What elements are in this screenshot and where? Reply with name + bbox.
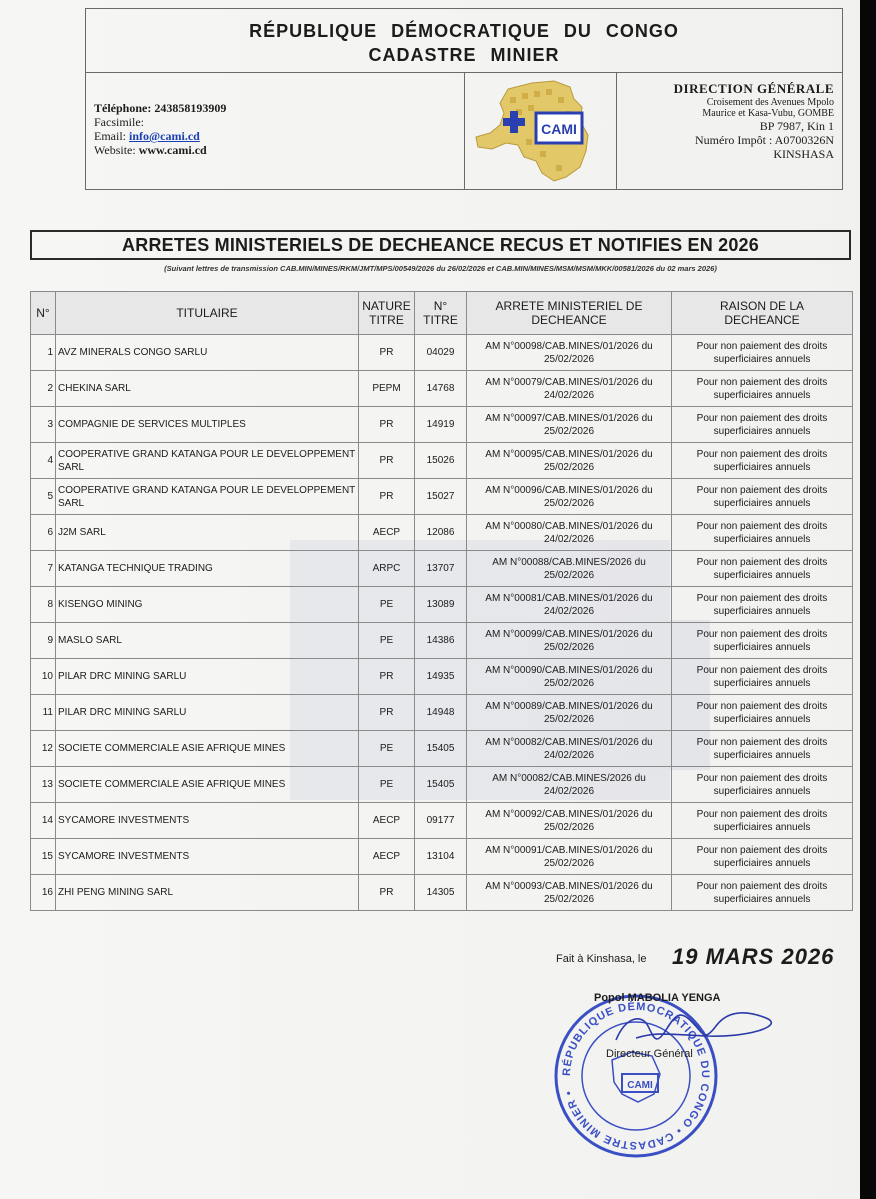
cell-text: AM N°00090/CAB.MINES/01/2026 du	[485, 664, 653, 676]
cell-text: AM N°00089/CAB.MINES/01/2026 du	[485, 700, 653, 712]
table-row	[31, 515, 853, 551]
cell-text: 25/02/2026	[543, 893, 595, 905]
po-box: BP 7987, Kin 1	[759, 119, 834, 133]
cell-text: PR	[379, 707, 394, 718]
divider	[616, 72, 617, 190]
city: KINSHASA	[773, 147, 834, 161]
col-header-ntitre	[415, 292, 467, 335]
document-title: ARRETES MINISTERIELS DE DECHEANCE RECUS ET NOTIFIES EN 2026	[30, 230, 851, 260]
country-name: RÉPUBLIQUE DÉMOCRATIQUE DU CONGO	[249, 21, 679, 41]
cell-text: superficiaires annuels	[713, 605, 811, 617]
cell-text: 3	[47, 419, 53, 430]
cell-text: 14768	[426, 383, 455, 394]
signer-name: Popol MABOLIA YENGA	[594, 992, 721, 1004]
cell-nature	[359, 479, 415, 515]
cell-text: superficiaires annuels	[713, 461, 811, 473]
cell-text: 25/02/2026	[543, 821, 595, 833]
cell-text: 15405	[426, 743, 455, 754]
cell-num	[31, 407, 56, 443]
cell-text: 24/02/2026	[543, 533, 595, 545]
cell-text: 2	[47, 383, 53, 394]
cell-text: Pour non paiement des droits	[696, 376, 828, 388]
cell-text: 5	[47, 491, 53, 502]
cell-text: 24/02/2026	[543, 389, 595, 401]
cell-text: 14	[41, 815, 53, 826]
cell-text: PR	[379, 419, 394, 430]
cell-titre	[415, 479, 467, 515]
cell-titulaire	[56, 803, 359, 839]
col-header-titulaire: TITULAIRE	[56, 292, 359, 335]
cell-nature	[359, 371, 415, 407]
cell-nature	[359, 551, 415, 587]
cell-text: Pour non paiement des droits	[696, 664, 828, 676]
cell-text: Pour non paiement des droits	[696, 628, 828, 640]
cell-titre	[415, 407, 467, 443]
cell-text: AM N°00095/CAB.MINES/01/2026 du	[485, 448, 653, 460]
cell-titulaire	[56, 767, 359, 803]
cell-text: AM N°00088/CAB.MINES/2026 du	[492, 556, 646, 568]
cell-raison	[672, 551, 853, 587]
cell-text: PILAR DRC MINING SARLU	[58, 707, 187, 718]
cell-num	[31, 551, 56, 587]
cell-arrete	[467, 587, 672, 623]
website-label: Website:	[94, 143, 136, 157]
cell-text: COMPAGNIE DE SERVICES MULTIPLES	[58, 419, 246, 430]
table-body	[31, 335, 853, 911]
cell-num	[31, 479, 56, 515]
cell-text: Pour non paiement des droits	[696, 556, 828, 568]
cell-raison	[672, 515, 853, 551]
cell-raison	[672, 443, 853, 479]
cell-text: 25/02/2026	[543, 497, 595, 509]
fax-label: Facsimile:	[94, 115, 144, 129]
cell-titulaire	[56, 407, 359, 443]
cell-titulaire	[56, 335, 359, 371]
cell-text: AM N°00081/CAB.MINES/01/2026 du	[485, 592, 653, 604]
table-row	[31, 875, 853, 911]
cell-text: AM N°00098/CAB.MINES/01/2026 du	[485, 340, 653, 352]
cell-text: CHEKINA SARL	[58, 383, 131, 394]
cell-titulaire	[56, 443, 359, 479]
cell-text: AM N°00099/CAB.MINES/01/2026 du	[485, 628, 653, 640]
cell-titre	[415, 623, 467, 659]
cell-text: 8	[47, 599, 53, 610]
cell-raison	[672, 731, 853, 767]
cell-arrete	[467, 623, 672, 659]
cell-text: AECP	[372, 527, 401, 538]
cell-text: 24/02/2026	[543, 605, 595, 617]
header-line: DECHEANCE	[531, 313, 607, 327]
cell-raison	[672, 587, 853, 623]
cell-titulaire	[56, 479, 359, 515]
cell-arrete	[467, 443, 672, 479]
cell-nature	[359, 875, 415, 911]
cell-nature	[359, 335, 415, 371]
cell-num	[31, 803, 56, 839]
cell-text: 4	[47, 455, 53, 466]
cell-titulaire	[56, 875, 359, 911]
cell-text: AM N°00079/CAB.MINES/01/2026 du	[485, 376, 653, 388]
cell-text: 09177	[426, 815, 455, 826]
cell-arrete	[467, 371, 672, 407]
cell-titre	[415, 695, 467, 731]
table-row	[31, 479, 853, 515]
cell-nature	[359, 767, 415, 803]
cell-text: 14919	[426, 419, 455, 430]
cell-titulaire	[56, 371, 359, 407]
cell-nature	[359, 731, 415, 767]
cell-text: AM N°00092/CAB.MINES/01/2026 du	[485, 808, 653, 820]
cell-text: AM N°00091/CAB.MINES/01/2026 du	[485, 844, 653, 856]
cell-text: superficiaires annuels	[713, 353, 811, 365]
cell-text: 25/02/2026	[543, 425, 595, 437]
table-row	[31, 371, 853, 407]
table-row	[31, 623, 853, 659]
cell-text: 10	[41, 671, 53, 682]
cell-raison	[672, 803, 853, 839]
cell-text: ARPC	[372, 563, 401, 574]
cell-num	[31, 659, 56, 695]
cell-text: Pour non paiement des droits	[696, 772, 828, 784]
cell-titre	[415, 335, 467, 371]
cell-text: superficiaires annuels	[713, 749, 811, 761]
col-header-num: N°	[31, 292, 56, 335]
cell-text: 14948	[426, 707, 455, 718]
header-line: RAISON DE LA	[719, 299, 805, 313]
cell-text: 11	[42, 707, 53, 718]
header-line: DECHEANCE	[724, 313, 800, 327]
cell-text: superficiaires annuels	[713, 641, 811, 653]
cell-nature	[359, 695, 415, 731]
cell-text: PR	[379, 455, 394, 466]
cell-titulaire	[56, 695, 359, 731]
tax-number: Numéro Impôt : A0700326N	[695, 133, 834, 147]
table-row	[31, 659, 853, 695]
cell-arrete	[467, 767, 672, 803]
cell-titulaire	[56, 623, 359, 659]
cell-text: 13	[41, 779, 53, 790]
cell-nature	[359, 515, 415, 551]
cell-text: PEPM	[372, 383, 401, 394]
cell-text: AVZ MINERALS CONGO SARLU	[58, 347, 208, 358]
table-row	[31, 767, 853, 803]
table-row	[31, 587, 853, 623]
cell-text: superficiaires annuels	[713, 713, 811, 725]
cell-text: 25/02/2026	[543, 353, 595, 365]
table-row	[31, 551, 853, 587]
cell-text: 6	[47, 527, 53, 538]
email-label: Email:	[94, 129, 126, 143]
cell-text: Pour non paiement des droits	[696, 844, 828, 856]
cell-text: 04029	[426, 347, 455, 358]
letterhead	[85, 8, 843, 190]
stamp-center-text: CAMI	[627, 1080, 653, 1091]
cell-text: AECP	[372, 815, 401, 826]
cell-arrete	[467, 407, 672, 443]
cell-titre	[415, 839, 467, 875]
header-line: TITRE	[423, 313, 458, 327]
cell-text: 25/02/2026	[543, 641, 595, 653]
table-row	[31, 335, 853, 371]
stamp-ring-text: RÉPUBLIQUE DÉMOCRATIQUE DU CONGO • CADASTRE MINIER •	[560, 1000, 712, 1152]
cell-text: superficiaires annuels	[713, 785, 811, 797]
cell-raison	[672, 767, 853, 803]
cell-text: PR	[379, 887, 394, 898]
cell-text: AM N°00082/CAB.MINES/2026 du	[492, 772, 646, 784]
cell-text: superficiaires annuels	[713, 425, 811, 437]
cell-text: COOPERATIVE GRAND KATANGA POUR LE DEVELOPPEMENT SARL	[58, 484, 356, 509]
cell-text: AM N°00080/CAB.MINES/01/2026 du	[485, 520, 653, 532]
table-row	[31, 695, 853, 731]
cell-num	[31, 587, 56, 623]
cell-raison	[672, 839, 853, 875]
telephone-label: Téléphone:	[94, 101, 152, 115]
cell-text: superficiaires annuels	[713, 821, 811, 833]
website-value: www.cami.cd	[138, 143, 207, 157]
cell-text: PE	[379, 743, 394, 754]
cell-text: 25/02/2026	[543, 569, 595, 581]
cell-text: Pour non paiement des droits	[696, 412, 828, 424]
table-row	[31, 407, 853, 443]
cell-text: PR	[379, 347, 394, 358]
cell-text: PE	[379, 779, 394, 790]
decheance-table	[30, 291, 853, 911]
cell-text: 25/02/2026	[543, 677, 595, 689]
col-header-nature	[359, 292, 415, 335]
cell-text: 12086	[426, 527, 455, 538]
cell-arrete	[467, 731, 672, 767]
cell-text: superficiaires annuels	[713, 857, 811, 869]
table-header-row	[31, 292, 853, 335]
cell-raison	[672, 371, 853, 407]
cell-titre	[415, 443, 467, 479]
cell-titre	[415, 587, 467, 623]
cell-text: superficiaires annuels	[713, 677, 811, 689]
cell-text: AM N°00082/CAB.MINES/01/2026 du	[485, 736, 653, 748]
cell-titulaire	[56, 839, 359, 875]
cell-raison	[672, 875, 853, 911]
email-link[interactable]: info@cami.cd	[129, 129, 200, 143]
cell-text: KISENGO MINING	[58, 599, 143, 610]
col-header-raison	[672, 292, 853, 335]
cell-text: superficiaires annuels	[713, 569, 811, 581]
cell-text: Pour non paiement des droits	[696, 592, 828, 604]
cell-text: 15026	[426, 455, 455, 466]
cell-text: SYCAMORE INVESTMENTS	[58, 851, 190, 862]
table-row	[31, 731, 853, 767]
header-line: ARRETE MINISTERIEL DE	[495, 299, 643, 313]
cell-num	[31, 875, 56, 911]
cell-num	[31, 731, 56, 767]
cell-text: Pour non paiement des droits	[696, 700, 828, 712]
cell-text: Pour non paiement des droits	[696, 880, 828, 892]
cell-nature	[359, 623, 415, 659]
cell-num	[31, 695, 56, 731]
cell-titre	[415, 731, 467, 767]
cell-text: superficiaires annuels	[713, 497, 811, 509]
cell-text: superficiaires annuels	[713, 893, 811, 905]
cell-titre	[415, 767, 467, 803]
cell-text: 15	[41, 851, 53, 862]
cell-text: SYCAMORE INVESTMENTS	[58, 815, 190, 826]
scan-edge	[860, 0, 876, 1199]
cell-num	[31, 371, 56, 407]
cell-nature	[359, 587, 415, 623]
logo-text: CAMI	[541, 121, 577, 137]
cell-raison	[672, 659, 853, 695]
direction-block	[674, 81, 834, 161]
cell-text: J2M SARL	[58, 527, 106, 538]
cell-text: AECP	[372, 851, 401, 862]
cell-text: AM N°00093/CAB.MINES/01/2026 du	[485, 880, 653, 892]
cell-titulaire	[56, 731, 359, 767]
header-line: TITRE	[369, 313, 404, 327]
cell-text: Pour non paiement des droits	[696, 484, 828, 496]
cell-text: 15027	[426, 491, 455, 502]
cell-text: 16	[41, 887, 53, 898]
cami-map-logo-icon	[470, 77, 610, 185]
cell-text: 13089	[426, 599, 455, 610]
cell-text: KATANGA TECHNIQUE TRADING	[58, 563, 213, 574]
cell-text: 1	[47, 347, 53, 358]
contact-block	[94, 101, 226, 157]
cell-text: PR	[379, 671, 394, 682]
cell-text: MASLO SARL	[58, 635, 122, 646]
cell-text: 25/02/2026	[543, 857, 595, 869]
cell-arrete	[467, 479, 672, 515]
cell-num	[31, 623, 56, 659]
cell-num	[31, 515, 56, 551]
cell-text: 14305	[426, 887, 455, 898]
cell-text: Pour non paiement des droits	[696, 808, 828, 820]
cell-arrete	[467, 839, 672, 875]
cell-num	[31, 767, 56, 803]
agency-name: CADASTRE MINIER	[368, 45, 560, 65]
cell-num	[31, 335, 56, 371]
cell-text: Pour non paiement des droits	[696, 520, 828, 532]
cell-text: superficiaires annuels	[713, 533, 811, 545]
cell-text: 25/02/2026	[543, 461, 595, 473]
cell-arrete	[467, 515, 672, 551]
cell-text: 24/02/2026	[543, 785, 595, 797]
cell-titre	[415, 515, 467, 551]
cell-arrete	[467, 335, 672, 371]
cell-text: PE	[379, 635, 394, 646]
cell-text: Pour non paiement des droits	[696, 340, 828, 352]
cell-text: 7	[47, 563, 53, 574]
cell-text: 25/02/2026	[543, 713, 595, 725]
cell-text: Pour non paiement des droits	[696, 736, 828, 748]
cell-titre	[415, 659, 467, 695]
signature-date: 19 MARS 2026	[672, 944, 835, 969]
cell-text: COOPERATIVE GRAND KATANGA POUR LE DEVELOPPEMENT SARL	[58, 448, 356, 473]
cell-text: ZHI PENG MINING SARL	[58, 887, 174, 898]
telephone-value: 243858193909	[154, 101, 227, 115]
cell-text: SOCIETE COMMERCIALE ASIE AFRIQUE MINES	[58, 779, 286, 790]
cell-text: PILAR DRC MINING SARLU	[58, 671, 187, 682]
cell-text: Pour non paiement des droits	[696, 448, 828, 460]
cell-titre	[415, 803, 467, 839]
header-line: N°	[433, 299, 448, 313]
cell-raison	[672, 407, 853, 443]
cell-titre	[415, 551, 467, 587]
cell-titulaire	[56, 515, 359, 551]
cell-titulaire	[56, 659, 359, 695]
direction-title: DIRECTION GÉNÉRALE	[673, 81, 834, 96]
table-row	[31, 839, 853, 875]
cell-text: SOCIETE COMMERCIALE ASIE AFRIQUE MINES	[58, 743, 286, 754]
cell-text: 14935	[426, 671, 455, 682]
cell-raison	[672, 479, 853, 515]
cell-nature	[359, 407, 415, 443]
cell-text: AM N°00096/CAB.MINES/01/2026 du	[485, 484, 653, 496]
address-line: Croisement des Avenues Mpolo	[706, 97, 834, 108]
cell-num	[31, 443, 56, 479]
cell-text: 12	[41, 743, 53, 754]
document-subtitle: (Suivant lettres de transmission CAB.MIN/MINES/RKM/JMT/MPS/00549/2026 du 26/02/2026 et CAB.MIN/MINES/MSM/MSM/MKK/00581/2026 du 02 mars 2026)	[164, 264, 717, 273]
cell-titulaire	[56, 551, 359, 587]
cell-raison	[672, 623, 853, 659]
cell-arrete	[467, 659, 672, 695]
header-line: NATURE	[362, 299, 411, 313]
cell-titre	[415, 371, 467, 407]
table-row	[31, 443, 853, 479]
cell-text: 15405	[426, 779, 455, 790]
cell-arrete	[467, 803, 672, 839]
cell-nature	[359, 803, 415, 839]
address-line: Maurice et Kasa-Vubu, GOMBE	[702, 108, 834, 119]
cell-titulaire	[56, 587, 359, 623]
cell-text: PE	[379, 599, 394, 610]
cell-text: 13104	[426, 851, 455, 862]
cell-text: AM N°00097/CAB.MINES/01/2026 du	[485, 412, 653, 424]
cell-text: 24/02/2026	[543, 749, 595, 761]
col-header-arrete	[467, 292, 672, 335]
cell-text: 13707	[426, 563, 455, 574]
cell-raison	[672, 695, 853, 731]
cell-text: superficiaires annuels	[713, 389, 811, 401]
cell-arrete	[467, 875, 672, 911]
cell-text: 9	[47, 635, 53, 646]
table-row	[31, 803, 853, 839]
cell-raison	[672, 335, 853, 371]
place-label: Fait à Kinshasa, le	[556, 953, 647, 965]
cell-arrete	[467, 695, 672, 731]
cell-nature	[359, 443, 415, 479]
cell-arrete	[467, 551, 672, 587]
signer-role: Directeur Général	[606, 1048, 693, 1060]
cell-text: PR	[379, 491, 394, 502]
cell-num	[31, 839, 56, 875]
divider	[464, 72, 465, 190]
letterhead-title	[86, 9, 842, 73]
cell-titre	[415, 875, 467, 911]
cell-text: 14386	[426, 635, 455, 646]
cell-nature	[359, 839, 415, 875]
cell-nature	[359, 659, 415, 695]
